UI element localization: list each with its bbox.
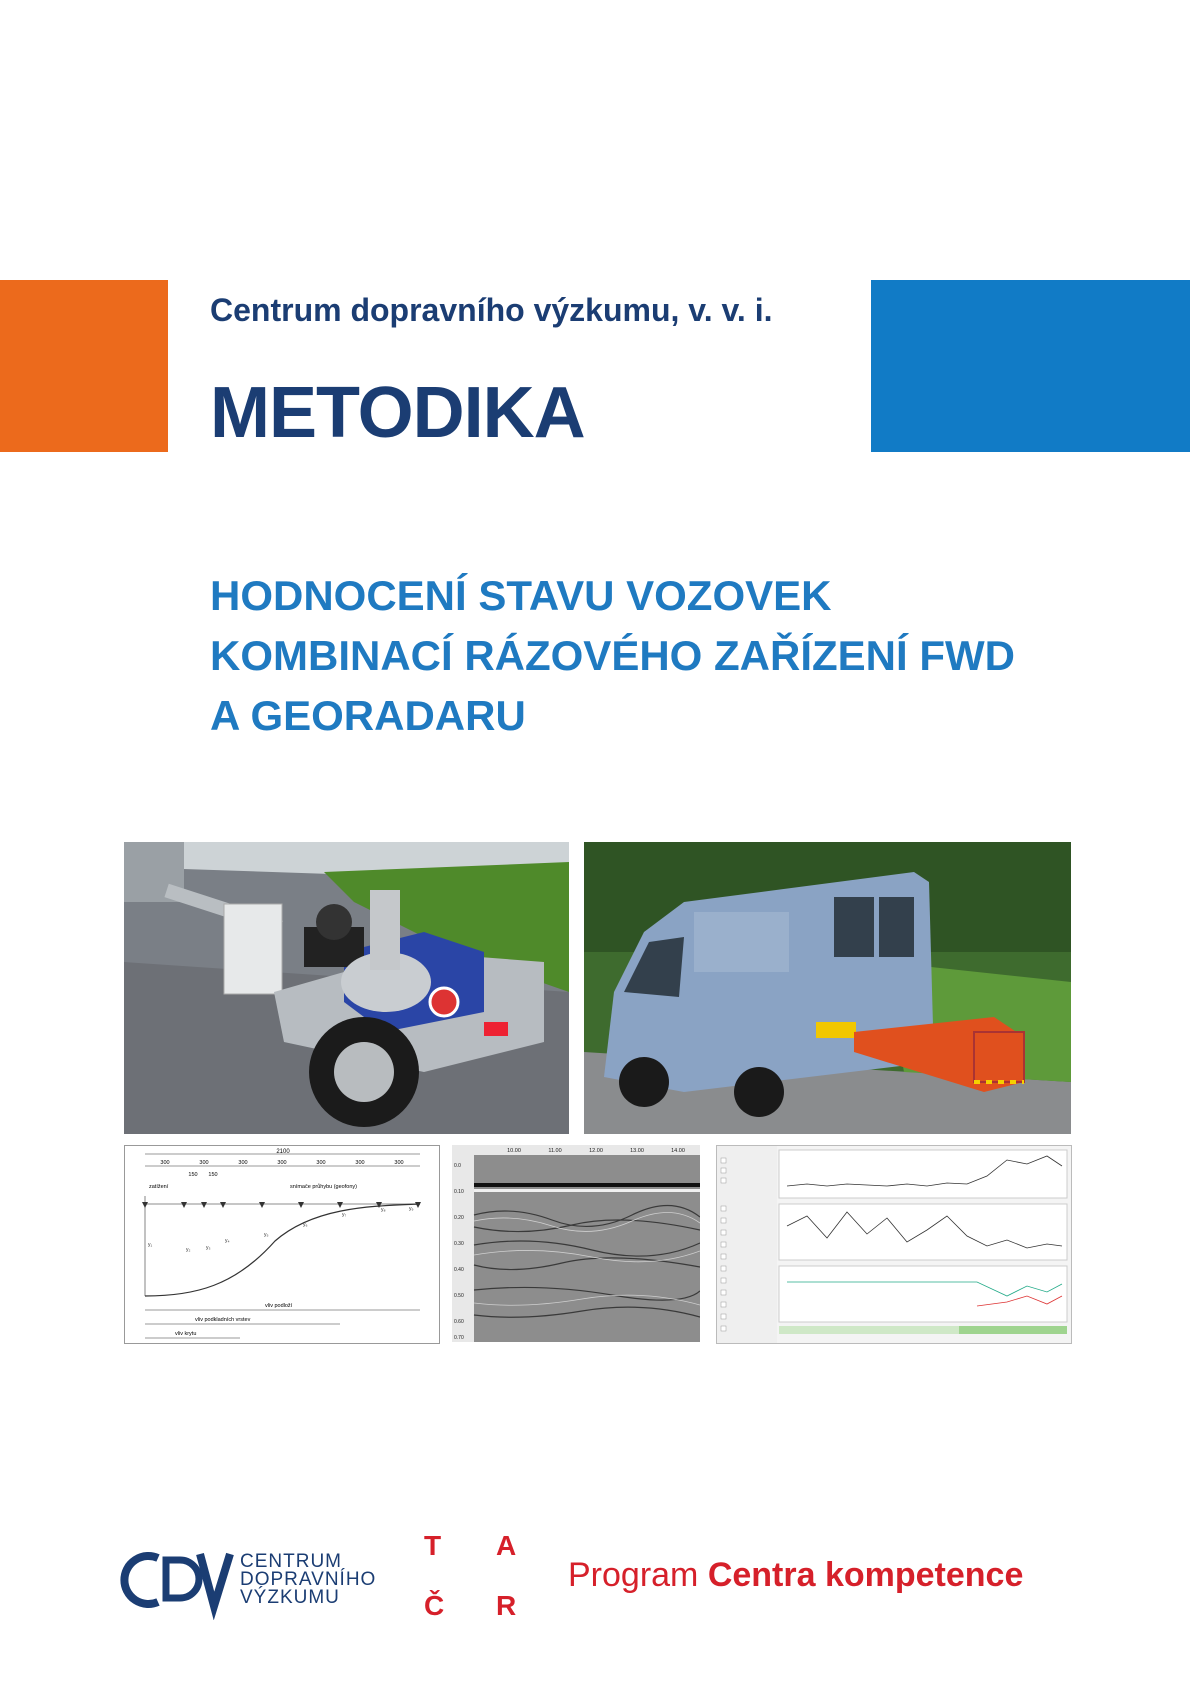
sensor-label: y₆ — [303, 1222, 308, 1228]
sensor-label: y₃ — [206, 1245, 211, 1251]
tacr-letter: R — [496, 1590, 517, 1621]
radar-y-tick: 0.20 — [454, 1215, 464, 1221]
sensor-label: y₁ — [148, 1242, 153, 1248]
sensor-label: y₄ — [225, 1238, 230, 1244]
radar-y-tick: 0.0 — [454, 1163, 461, 1169]
program-light-text: Program — [568, 1556, 699, 1594]
tacr-letter: A — [496, 1530, 517, 1561]
tacr-letter: T — [424, 1530, 442, 1561]
spacing-label: 300 — [160, 1160, 170, 1166]
radar-y-tick: 0.70 — [454, 1335, 464, 1341]
title-line-2: KOMBINACÍ RÁZOVÉHO ZAŘÍZENÍ FWD — [210, 632, 1015, 679]
zone-surface-label: vliv krytu — [175, 1331, 197, 1337]
radar-x-tick: 11.00 — [548, 1148, 562, 1154]
title-line-3: A GEORADARU — [210, 692, 526, 739]
tacr-logo — [420, 1530, 530, 1630]
sensor-label: y₇ — [342, 1212, 347, 1218]
radar-y-tick: 0.30 — [454, 1241, 464, 1247]
sensor-label: y₈ — [381, 1207, 386, 1213]
radar-y-tick: 0.40 — [454, 1267, 464, 1273]
cdv-text-line-3: VÝZKUMU — [240, 1587, 340, 1608]
fwd-trailer-photo — [124, 842, 569, 1134]
sub-spacing-label: 150 — [188, 1172, 198, 1178]
georadar-van-photo — [584, 842, 1071, 1134]
spacing-label: 300 — [355, 1160, 365, 1166]
orange-accent-block — [0, 280, 168, 452]
program-bold-text: Centra kompetence — [707, 1556, 1024, 1594]
spacing-label: 300 — [394, 1160, 404, 1166]
sensors-label: snímače průhybu (geofony) — [290, 1184, 357, 1190]
spacing-label: 300 — [238, 1160, 248, 1166]
radar-y-tick: 0.10 — [454, 1189, 464, 1195]
cdv-logo-text — [240, 1553, 376, 1607]
spacing-label: 300 — [277, 1160, 287, 1166]
document-title — [210, 566, 1110, 746]
institution-name: Centrum dopravního výzkumu, v. v. i. — [210, 292, 773, 328]
sensor-label: y₉ — [409, 1206, 414, 1212]
radar-x-tick: 14.00 — [671, 1148, 685, 1154]
load-label: zatížení — [149, 1184, 169, 1190]
cdv-text-line-1: CENTRUM — [240, 1551, 342, 1572]
document-type: METODIKA — [210, 373, 585, 453]
analysis-software-screenshot — [716, 1145, 1072, 1344]
zone-base-label: vliv podkladních vrstev — [195, 1317, 251, 1323]
sensor-label: y₂ — [186, 1247, 191, 1253]
program-label — [568, 1556, 1023, 1595]
sensor-label: y₅ — [264, 1232, 269, 1238]
spacing-label: 300 — [316, 1160, 326, 1166]
deflection-bowl-diagram — [124, 1145, 440, 1344]
sub-spacing-label: 150 — [208, 1172, 218, 1178]
blue-accent-block — [871, 280, 1190, 452]
title-line-1: HODNOCENÍ STAVU VOZOVEK — [210, 572, 832, 619]
radar-y-tick: 0.60 — [454, 1319, 464, 1325]
spacing-label: 300 — [199, 1160, 209, 1166]
radar-x-tick: 13.00 — [630, 1148, 644, 1154]
radar-x-tick: 10.00 — [507, 1148, 521, 1154]
zone-subgrade-label: vliv podloží — [265, 1303, 293, 1309]
tacr-letter: Č — [424, 1590, 445, 1621]
radargram-image — [452, 1145, 700, 1342]
radar-y-tick: 0.50 — [454, 1293, 464, 1299]
total-length-label: 2100 — [276, 1149, 290, 1155]
radar-x-tick: 12.00 — [589, 1148, 603, 1154]
cdv-text-line-2: DOPRAVNÍHO — [240, 1569, 377, 1590]
